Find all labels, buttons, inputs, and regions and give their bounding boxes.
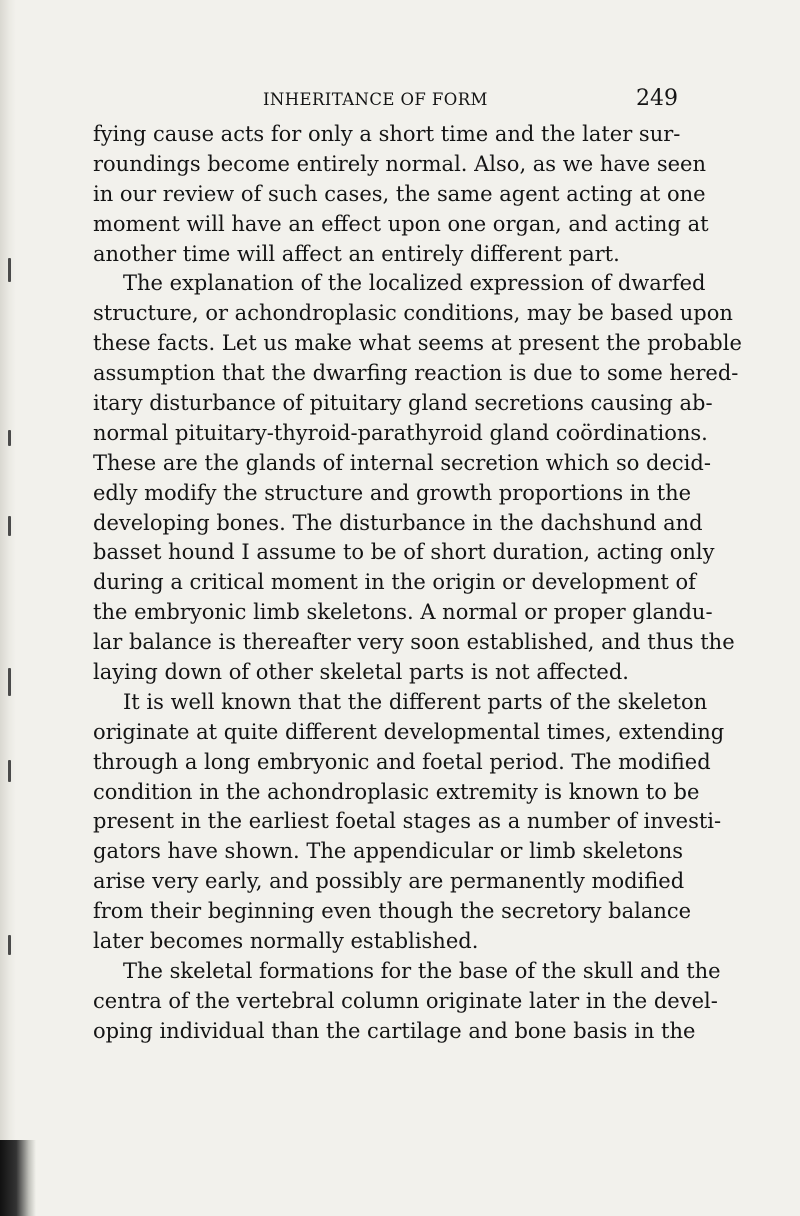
body-text <box>93 120 742 1047</box>
text-line: The explanation of the localized expression of dwarfed <box>123 271 706 296</box>
gutter-binding-mark <box>8 935 11 955</box>
text-line: gators have shown. The appendicular or limb skeletons <box>93 839 684 864</box>
text-line: structure, or achondroplasic conditions, may be based upon <box>93 301 733 326</box>
page-corner-shadow <box>0 1140 36 1216</box>
text-line: The skeletal formations for the base of the skull and the <box>123 958 721 983</box>
text-line: laying down of other skeletal parts is not affected. <box>93 660 629 685</box>
text-line: in our review of such cases, the same agent acting at one <box>93 181 706 206</box>
text-line: the embryonic limb skeletons. A normal or proper glandu- <box>93 600 713 625</box>
text-line: itary disturbance of pituitary gland secretions causing ab- <box>93 391 713 416</box>
gutter-binding-mark <box>8 516 11 536</box>
text-line: later becomes normally established. <box>93 929 479 954</box>
text-line: assumption that the dwarfing reaction is due to some hered- <box>93 361 739 386</box>
page-gutter-shadow <box>0 0 16 1216</box>
gutter-binding-mark <box>8 258 11 282</box>
text-line: through a long embryonic and foetal period. The modified <box>93 749 711 774</box>
text-line: developing bones. The disturbance in the dachshund and <box>93 510 703 535</box>
text-line: centra of the vertebral column originate later in the devel- <box>93 988 718 1013</box>
page-number: 249 <box>636 86 678 111</box>
text-line: originate at quite different developmental times, extending <box>93 719 725 744</box>
running-head <box>93 86 678 116</box>
running-head-title: INHERITANCE OF FORM <box>263 90 488 109</box>
gutter-binding-mark <box>8 430 11 446</box>
text-line: fying cause acts for only a short time and the later sur- <box>93 122 681 146</box>
text-line: basset hound I assume to be of short duration, acting only <box>93 540 715 565</box>
text-line: normal pituitary-thyroid-parathyroid gland coördinations. <box>93 420 708 445</box>
gutter-binding-mark <box>8 668 11 696</box>
text-line: moment will have an effect upon one organ, and acting at <box>93 211 709 236</box>
text-line: condition in the achondroplasic extremity is known to be <box>93 779 700 804</box>
text-line: These are the glands of internal secretion which so decid- <box>93 450 711 475</box>
text-line: arise very early, and possibly are permanently modified <box>93 869 685 894</box>
text-line: present in the earliest foetal stages as a number of investi- <box>93 809 722 834</box>
text-line: these facts. Let us make what seems at present the probable <box>93 331 742 356</box>
text-line: from their beginning even though the secretory balance <box>93 899 692 924</box>
text-line: oping individual than the cartilage and bone basis in the <box>93 1018 696 1043</box>
text-line: It is well known that the different parts of the skeleton <box>123 689 708 714</box>
text-line: during a critical moment in the origin or development of <box>93 570 696 595</box>
text-line: edly modify the structure and growth proportions in the <box>93 480 692 505</box>
text-line: lar balance is thereafter very soon established, and thus the <box>93 630 735 655</box>
text-line: roundings become entirely normal. Also, as we have seen <box>93 151 707 176</box>
text-line: another time will affect an entirely different part. <box>93 241 620 266</box>
gutter-binding-mark <box>8 760 11 782</box>
